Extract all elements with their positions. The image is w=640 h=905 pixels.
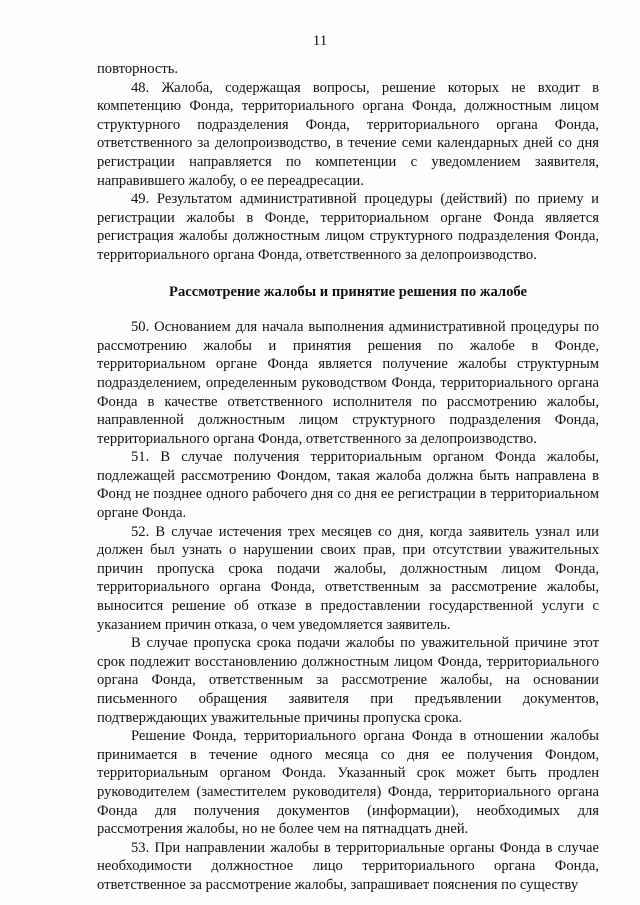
paragraph-group-top bbox=[97, 60, 599, 265]
paragraph: 49. Результатом административной процедуры (действий) по приему и регистрации жалобы в Фонде, территориальном органе Фонда является регистрация жалобы должностным лицом структурного подразделения Фонда, территориального органа Фонда, ответственного за делопроизводство. bbox=[97, 191, 599, 263]
paragraph: 53. При направлении жалобы в территориальные органы Фонда в случае необходимости должностное лицо территориального органа Фонда, ответственное за рассмотрение жалобы, запрашивает пояснения по существу bbox=[97, 839, 599, 893]
paragraph: В случае пропуска срока подачи жалобы по уважительной причине этот срок подлежит восстановлению должностным лицом Фонда, территориального органа Фонда, ответственным за рассмотрение жалобы, на основании письменного обращения заявителя при предъявлении документов, подтверждающих уважительные причины пропуска срока. bbox=[97, 635, 599, 726]
paragraph: 51. В случае получения территориальным органом Фонда жалобы, подлежащей рассмотрению Фондом, такая жалоба должна быть направлена в Фонд не позднее одного рабочего дня со дня ее регистрации в территориальном органе Фонда. bbox=[97, 449, 599, 522]
page-number: 11 bbox=[312, 33, 328, 49]
document-body bbox=[97, 60, 599, 895]
paragraph: 52. В случае истечения трех месяцев со дня, когда заявитель узнал или должен был узнать о нарушении своих прав, при отсутствии уважительных причин пропуска срока подачи жалобы, должностным лицом Фонда, территориального органа Фонда, ответственным за рассмотрение жалобы, выносится решение об отказе в предоставлении государственной услуги с указанием причин отказа, о чем уведомляется заявитель. bbox=[97, 523, 599, 633]
paragraph: Решение Фонда, территориального органа Фонда в отношении жалобы принимается в течение одного месяца со дня ее получения Фондом, территориальным органом Фонда. Указанный срок может быть продлен руководителем (заместителем руководителя) Фонда, территориального органа Фонда для получения документов (информации), необходимых для рассмотрения жалобы, но не более чем на пятнадцать дней. bbox=[97, 728, 599, 838]
paragraph: 48. Жалоба, содержащая вопросы, решение которых не входит в компетенцию Фонда, территориального органа Фонда, должностным лицом структурного подразделения Фонда, территориального органа Фонда, ответственного за делопроизводство, в течение семи календарных дней со дня регистрации направляется по компетенции с уведомлением заявителя, направившего жалобу, о ее переадресации. bbox=[97, 79, 599, 189]
paragraph: повторность. bbox=[97, 61, 179, 77]
section-heading: Рассмотрение жалобы и принятие решения по жалобе bbox=[169, 283, 527, 300]
paragraph: 50. Основанием для начала выполнения административной процедуры по рассмотрению жалобы и принятия решения по жалобе в Фонде, территориальном органе Фонда является получение жалобы структурным подразделением, определенным руководством Фонда, территориального органа Фонда в качестве ответственного исполнителя по рассмотрению жалобы, направленной должностным лицом структурного подразделения Фонда, территориального органа Фонда, ответственного за делопроизводство. bbox=[97, 319, 599, 447]
paragraph-group-bottom bbox=[97, 318, 599, 894]
